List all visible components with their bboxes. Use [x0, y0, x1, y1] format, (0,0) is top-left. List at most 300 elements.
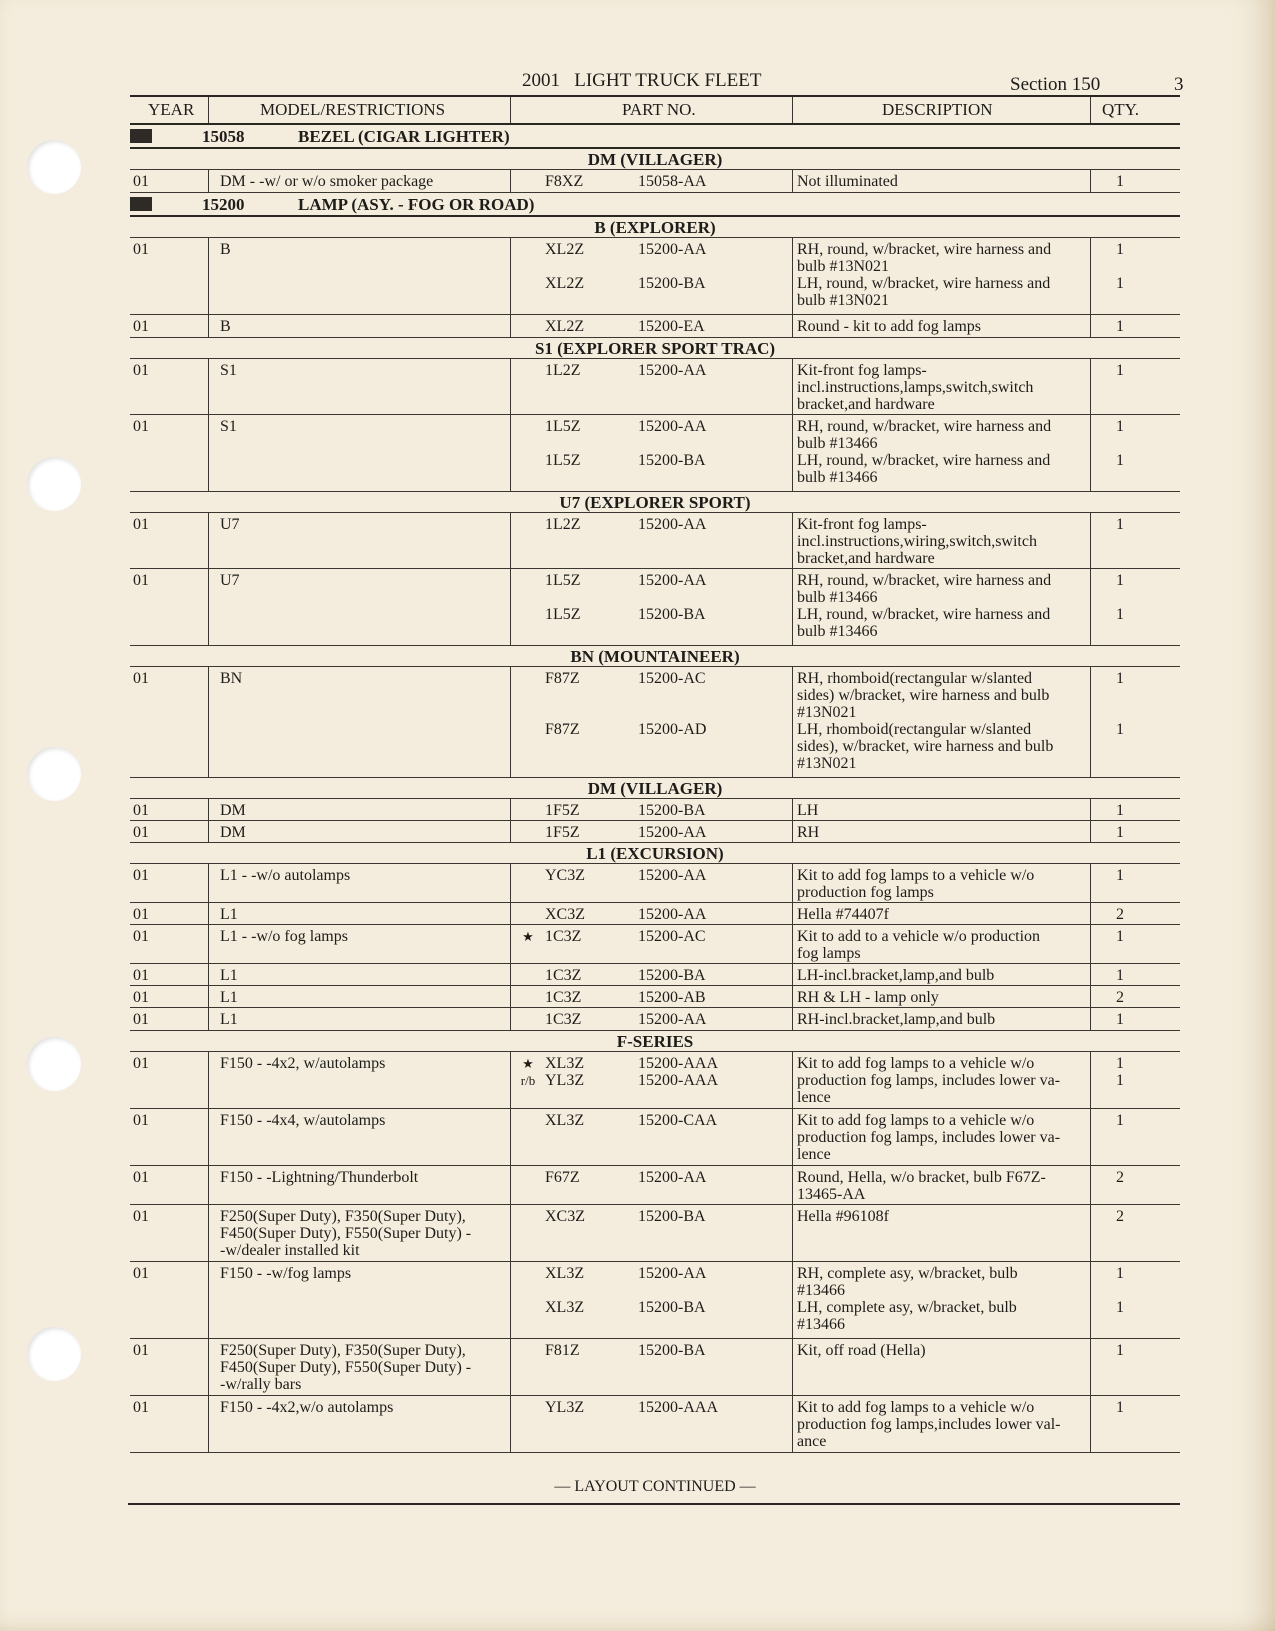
part-number [515, 1055, 790, 1072]
year-cell: 01 [133, 1265, 149, 1282]
part-prefix: YC3Z [545, 867, 585, 884]
part-number-cell [515, 1112, 790, 1129]
description-cell [797, 928, 1097, 962]
description-line: bulb #13466 [797, 469, 878, 486]
part-prefix: 1L5Z [545, 606, 581, 623]
part-number-cell [515, 967, 790, 984]
table-row [130, 864, 1180, 903]
description-cell [797, 906, 1097, 923]
year-cell: 01 [133, 418, 149, 435]
qty-value: 1 [1116, 362, 1124, 379]
description-line: Not illuminated [797, 173, 898, 190]
column-header-year: YEAR [148, 100, 195, 119]
description-line: LH-incl.bracket,lamp,and bulb [797, 967, 995, 984]
page-title: 2001 LIGHT TRUCK FLEET [522, 70, 762, 91]
part-prefix: XL2Z [545, 318, 585, 335]
model-cell [220, 173, 510, 190]
description-cell [797, 1055, 1097, 1106]
qty-value: 1 [1116, 1299, 1124, 1316]
description-line: Kit-front fog lamps- [797, 362, 927, 379]
model-line: L1 - -w/o fog lamps [220, 928, 348, 945]
description-line: incl.instructions,wiring,switch,switch [797, 533, 1037, 550]
part-number-cell [515, 802, 790, 819]
description-cell [797, 824, 1097, 841]
model-line: F150 - -4x2,w/o autolamps [220, 1399, 394, 1416]
description-line: bulb #13N021 [797, 258, 889, 275]
part-number-cell [515, 670, 790, 738]
part-prefix: 1F5Z [545, 824, 580, 841]
description-cell [797, 670, 1097, 772]
binder-hole [27, 1327, 81, 1381]
part-number-cell [515, 362, 790, 379]
table-row [130, 569, 1180, 646]
description-line: RH [797, 824, 820, 841]
part-base: 15200-AA [638, 867, 707, 884]
part-base: 15200-AAA [638, 1399, 718, 1416]
description-cell [797, 516, 1097, 567]
qty-value: 2 [1116, 1169, 1124, 1186]
model-line: L1 [220, 1011, 238, 1028]
model-cell [220, 1265, 510, 1282]
part-prefix: XL3Z [545, 1299, 585, 1316]
page-header [134, 68, 1184, 98]
part-prefix: 1C3Z [545, 989, 582, 1006]
part-prefix: 1C3Z [545, 1011, 582, 1028]
description-line: RH, round, w/bracket, wire harness and [797, 241, 1052, 258]
year-cell: 01 [133, 802, 149, 819]
qty-value: 1 [1116, 1342, 1124, 1359]
description-line: lence [797, 1089, 831, 1106]
table-row [130, 1205, 1180, 1262]
qty-value: 1 [1116, 1055, 1124, 1072]
qty-value: 1 [1116, 452, 1124, 469]
qty-cell [1100, 802, 1140, 819]
part-base: 15200-AA [638, 418, 707, 435]
model-line: B [220, 241, 231, 258]
model-line: F450(Super Duty), F550(Super Duty) - [220, 1225, 472, 1242]
qty-value [1100, 435, 1140, 452]
footer-rule [128, 1503, 1180, 1505]
part-number-cell [515, 1011, 790, 1028]
model-line: U7 [220, 516, 240, 533]
layout-continued-note: — LAYOUT CONTINUED — [554, 1478, 756, 1495]
description-line: #13466 [797, 1316, 845, 1333]
part-base: 15200-BA [638, 802, 706, 819]
description-line: Kit to add fog lamps to a vehicle w/o [797, 1055, 1035, 1072]
description-cell [797, 1399, 1097, 1450]
model-line: S1 [220, 418, 237, 435]
model-line: U7 [220, 572, 240, 589]
description-line: RH, round, w/bracket, wire harness and [797, 418, 1052, 435]
model-cell [220, 241, 510, 258]
part-prefix: 1L5Z [545, 418, 581, 435]
description-cell [797, 362, 1097, 413]
description-cell [797, 173, 1097, 190]
part-number [515, 1072, 790, 1089]
qty-value: 1 [1116, 928, 1124, 945]
part-number [515, 241, 790, 258]
description-cell [797, 1011, 1097, 1028]
part-number [515, 606, 790, 623]
table-row [130, 513, 1180, 569]
part-prefix: 1C3Z [545, 967, 582, 984]
part-base: 15200-EA [638, 318, 705, 335]
part-base: 15200-CAA [638, 1112, 718, 1129]
model-cell [220, 1342, 510, 1393]
model-heading-text: DM (VILLAGER) [587, 779, 723, 798]
column-header-description: DESCRIPTION [882, 100, 993, 119]
model-cell [220, 824, 510, 841]
model-line: F250(Super Duty), F350(Super Duty), [220, 1208, 466, 1225]
description-cell [797, 989, 1097, 1006]
description-line: 13465-AA [797, 1186, 866, 1203]
description-line: lence [797, 1146, 831, 1163]
part-base: 15200-AAA [638, 1072, 718, 1089]
qty-cell [1100, 241, 1140, 292]
part-number-cell [515, 1399, 790, 1416]
qty-value [1100, 258, 1140, 275]
description-cell [797, 967, 1097, 984]
model-line: DM [220, 802, 246, 819]
part-number [515, 928, 790, 945]
model-heading [130, 338, 1180, 359]
part-number-cell [515, 824, 790, 841]
model-heading [130, 492, 1180, 513]
qty-value: 1 [1116, 572, 1124, 589]
model-cell [220, 318, 510, 335]
part-number [515, 1169, 790, 1186]
description-cell [797, 1342, 1097, 1359]
part-marker: ★ [522, 929, 534, 944]
part-number-cell [515, 906, 790, 923]
qty-cell [1100, 670, 1140, 738]
description-line: RH, complete asy, w/bracket, bulb [797, 1265, 1018, 1282]
description-line: LH, round, w/bracket, wire harness and [797, 606, 1051, 623]
description-cell [797, 867, 1097, 901]
model-heading [130, 149, 1180, 170]
description-cell [797, 572, 1097, 640]
description-line: production fog lamps, includes lower va- [797, 1129, 1061, 1146]
part-prefix: XC3Z [545, 1208, 585, 1225]
part-base: 15200-AC [638, 928, 706, 945]
description-line: RH, round, w/bracket, wire harness and [797, 572, 1052, 589]
model-line: L1 [220, 906, 238, 923]
description-cell [797, 1208, 1097, 1225]
year-cell: 01 [133, 241, 149, 258]
description-line: production fog lamps, includes lower va- [797, 1072, 1061, 1089]
description-cell [797, 241, 1097, 309]
black-square-icon [130, 129, 152, 143]
part-prefix: XL3Z [545, 1055, 585, 1072]
binder-hole [27, 457, 81, 511]
part-number [515, 452, 790, 469]
section-label: Section 150 [1010, 74, 1101, 95]
qty-value: 1 [1116, 867, 1124, 884]
part-prefix: XL3Z [545, 1112, 585, 1129]
model-cell [220, 867, 510, 884]
group-number: 15058 [202, 127, 245, 146]
description-line: sides), w/bracket, wire harness and bulb [797, 738, 1054, 755]
binder-hole [27, 1037, 81, 1091]
qty-cell [1100, 824, 1140, 841]
binder-hole [27, 140, 81, 194]
model-line: F150 - -4x2, w/autolamps [220, 1055, 386, 1072]
description-line: Kit to add fog lamps to a vehicle w/o [797, 1112, 1035, 1129]
part-prefix: XL2Z [545, 275, 585, 292]
part-prefix: F8XZ [545, 173, 584, 190]
qty-value: 1 [1116, 606, 1124, 623]
table-row [130, 1109, 1180, 1166]
description-line: LH, complete asy, w/bracket, bulb [797, 1299, 1017, 1316]
description-line: RH & LH - lamp only [797, 989, 939, 1006]
part-number [515, 1399, 790, 1416]
description-cell [797, 318, 1097, 335]
year-cell: 01 [133, 928, 149, 945]
qty-value: 1 [1116, 418, 1124, 435]
qty-cell [1100, 516, 1140, 533]
qty-value: 1 [1116, 967, 1124, 984]
model-line: F150 - -4x4, w/autolamps [220, 1112, 386, 1129]
table-row [130, 238, 1180, 315]
qty-value: 1 [1116, 1399, 1124, 1416]
part-number [515, 435, 790, 452]
group-header [130, 125, 1180, 149]
column-header-qty: QTY. [1102, 100, 1139, 119]
group-name: LAMP (ASY. - FOG OR ROAD) [298, 195, 535, 214]
model-line: L1 [220, 989, 238, 1006]
part-number [515, 418, 790, 435]
qty-value: 1 [1116, 670, 1124, 687]
qty-cell [1100, 1112, 1140, 1129]
table-row [130, 315, 1180, 338]
part-number-cell [515, 572, 790, 623]
part-number-cell [515, 1342, 790, 1359]
part-number [515, 589, 790, 606]
part-number [515, 318, 790, 335]
part-number [515, 721, 790, 738]
qty-cell [1100, 989, 1140, 1006]
description-line: Kit to add to a vehicle w/o production [797, 928, 1041, 945]
description-cell [797, 1169, 1097, 1203]
qty-cell [1100, 1011, 1140, 1028]
model-line: DM - -w/ or w/o smoker package [220, 173, 434, 190]
description-line: Kit to add fog lamps to a vehicle w/o [797, 1399, 1035, 1416]
black-square-icon [130, 197, 152, 211]
table-row [130, 925, 1180, 964]
qty-value: 2 [1116, 1208, 1124, 1225]
year-cell: 01 [133, 906, 149, 923]
part-number [515, 967, 790, 984]
qty-value [1100, 687, 1140, 704]
model-heading-text: BN (MOUNTAINEER) [570, 647, 740, 666]
qty-cell [1100, 928, 1140, 945]
model-cell [220, 1169, 510, 1186]
part-number [515, 1011, 790, 1028]
model-line: BN [220, 670, 243, 687]
model-cell [220, 418, 510, 435]
model-cell [220, 516, 510, 533]
year-cell: 01 [133, 362, 149, 379]
description-line: #13N021 [797, 755, 857, 772]
part-marker: ★ [522, 1056, 534, 1071]
qty-cell [1100, 1342, 1140, 1359]
table-row [130, 1166, 1180, 1205]
model-cell [220, 989, 510, 1006]
model-cell [220, 362, 510, 379]
column-header-part: PART NO. [622, 100, 696, 119]
description-line: ance [797, 1433, 827, 1450]
description-line: #13466 [797, 1282, 845, 1299]
qty-value: 1 [1116, 1112, 1124, 1129]
part-base: 15200-AA [638, 906, 707, 923]
table-row [130, 986, 1180, 1008]
part-prefix: XL3Z [545, 1265, 585, 1282]
column-header-row [130, 95, 1180, 125]
binder-hole [27, 747, 81, 801]
group-header [130, 193, 1180, 217]
part-prefix: 1L5Z [545, 572, 581, 589]
qty-value: 1 [1116, 1011, 1124, 1028]
qty-cell [1100, 173, 1140, 190]
part-number [515, 824, 790, 841]
description-line: fog lamps [797, 945, 861, 962]
description-line: incl.instructions,lamps,switch,switch [797, 379, 1034, 396]
model-heading [130, 843, 1180, 864]
qty-cell [1100, 362, 1140, 379]
part-prefix: 1L5Z [545, 452, 581, 469]
qty-value: 2 [1116, 989, 1124, 1006]
model-heading-text: L1 (EXCURSION) [586, 844, 724, 863]
qty-cell [1100, 318, 1140, 335]
qty-cell [1100, 572, 1140, 623]
part-number [515, 906, 790, 923]
part-base: 15200-AD [638, 721, 707, 738]
description-line: LH, rhomboid(rectangular w/slanted [797, 721, 1032, 738]
model-heading [130, 778, 1180, 799]
year-cell: 01 [133, 173, 149, 190]
part-base: 15200-BA [638, 967, 706, 984]
part-prefix: 1C3Z [545, 928, 582, 945]
part-base: 15200-AAA [638, 1055, 718, 1072]
model-cell [220, 928, 510, 945]
description-line: #13N021 [797, 704, 857, 721]
qty-value: 1 [1116, 173, 1124, 190]
part-number [515, 989, 790, 1006]
description-line: sides) w/bracket, wire harness and bulb [797, 687, 1050, 704]
column-header-model: MODEL/RESTRICTIONS [260, 100, 446, 119]
model-cell [220, 1208, 510, 1259]
part-prefix: 1L2Z [545, 516, 581, 533]
qty-value: 1 [1116, 1265, 1124, 1282]
part-base: 15058-AA [638, 173, 707, 190]
part-number [515, 1112, 790, 1129]
part-prefix: XL2Z [545, 241, 585, 258]
year-cell: 01 [133, 572, 149, 589]
model-cell [220, 967, 510, 984]
part-number [515, 516, 790, 533]
year-cell: 01 [133, 1055, 149, 1072]
qty-cell [1100, 1399, 1140, 1416]
model-cell [220, 670, 510, 687]
description-line: Kit, off road (Hella) [797, 1342, 926, 1359]
year-cell: 01 [133, 1169, 149, 1186]
model-heading-text: DM (VILLAGER) [587, 150, 723, 169]
qty-value: 1 [1116, 318, 1124, 335]
part-number-cell [515, 1265, 790, 1316]
part-number [515, 867, 790, 884]
part-base: 15200-AB [638, 989, 706, 1006]
table-body [130, 125, 1180, 1453]
table-row [130, 903, 1180, 925]
part-base: 15200-AA [638, 1169, 707, 1186]
qty-cell [1100, 1265, 1140, 1316]
description-line: Kit to add fog lamps to a vehicle w/o [797, 867, 1035, 884]
qty-value: 1 [1116, 516, 1124, 533]
model-heading [130, 646, 1180, 667]
part-prefix: XC3Z [545, 906, 585, 923]
model-cell [220, 906, 510, 923]
part-prefix: 1F5Z [545, 802, 580, 819]
qty-value: 1 [1116, 802, 1124, 819]
model-line: F150 - -w/fog lamps [220, 1265, 352, 1282]
part-base: 15200-BA [638, 1342, 706, 1359]
part-number [515, 362, 790, 379]
table-row [130, 1339, 1180, 1396]
year-cell: 01 [133, 318, 149, 335]
description-line: bulb #13466 [797, 435, 878, 452]
part-number [515, 275, 790, 292]
year-cell: 01 [133, 670, 149, 687]
table-row [130, 1262, 1180, 1339]
description-cell [797, 418, 1097, 486]
description-line: LH [797, 802, 819, 819]
qty-cell [1100, 1169, 1140, 1186]
part-marker: r/b [520, 1073, 536, 1088]
description-cell [797, 1265, 1097, 1333]
model-heading-text: S1 (EXPLORER SPORT TRAC) [534, 339, 776, 358]
year-cell: 01 [133, 516, 149, 533]
part-number-cell [515, 1169, 790, 1186]
part-base: 15200-AA [638, 1265, 707, 1282]
year-cell: 01 [133, 967, 149, 984]
qty-value: 2 [1116, 906, 1124, 923]
part-base: 15200-AA [638, 362, 707, 379]
model-line: -w/dealer installed kit [220, 1242, 360, 1259]
part-base: 15200-AA [638, 241, 707, 258]
group-name: BEZEL (CIGAR LIGHTER) [298, 127, 510, 146]
part-number [515, 1265, 790, 1282]
part-number [515, 1342, 790, 1359]
model-heading-text: F-SERIES [616, 1032, 694, 1051]
part-number [515, 1208, 790, 1225]
description-line: RH-incl.bracket,lamp,and bulb [797, 1011, 996, 1028]
model-line: L1 [220, 967, 238, 984]
description-line: production fog lamps,includes lower val- [797, 1416, 1061, 1433]
part-number-cell [515, 1055, 790, 1089]
part-prefix: YL3Z [545, 1072, 585, 1089]
description-line: Hella #96108f [797, 1208, 889, 1225]
part-prefix: F81Z [545, 1342, 580, 1359]
part-number-cell [515, 173, 790, 190]
qty-value [1100, 589, 1140, 606]
table-row [130, 1052, 1180, 1109]
parts-table [130, 95, 1180, 1453]
part-number-cell [515, 418, 790, 469]
model-cell [220, 802, 510, 819]
description-cell [797, 1112, 1097, 1163]
part-prefix: YL3Z [545, 1399, 585, 1416]
part-number [515, 258, 790, 275]
